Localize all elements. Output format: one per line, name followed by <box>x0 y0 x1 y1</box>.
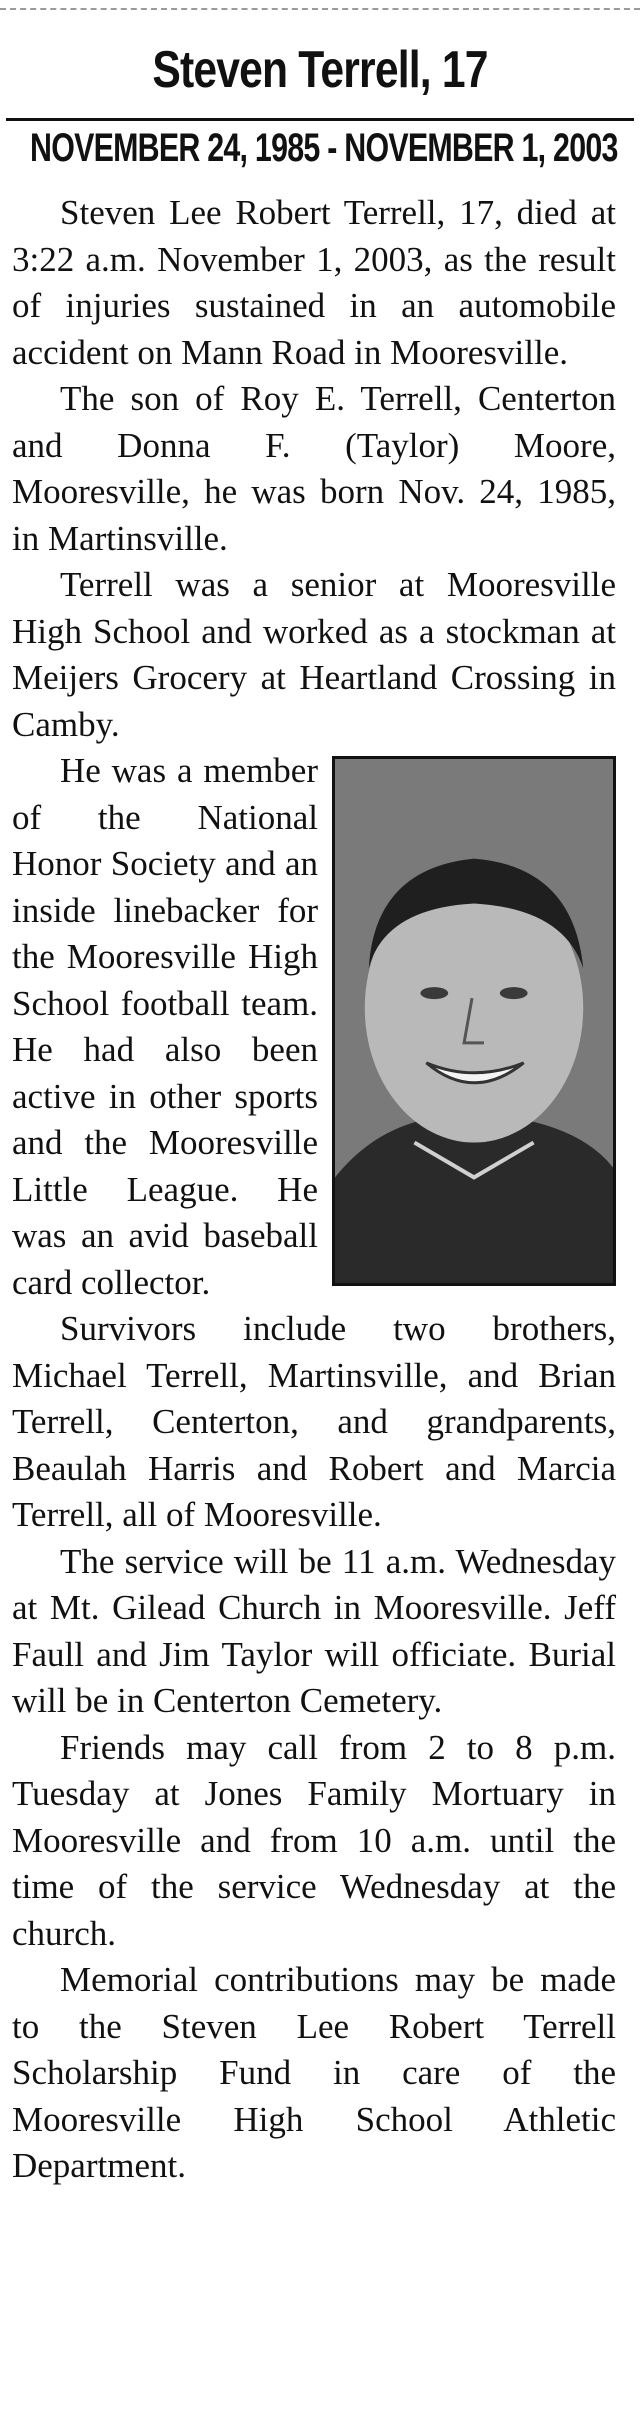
paragraph-visitation: Friends may call from 2 to 8 p.m. Tuesday at Jones Family Mortuary in Mooresville and from 10 a.m. until the time of the service Wednesday at the church. <box>12 1727 616 1953</box>
top-dashed-rule <box>0 8 640 10</box>
paragraph-survivors: Survivors include two brothers, Michael Terrell, Martinsville, and Brian Terrell, Centerton, and grandparents, Beaulah Harris and Robert and Marcia Terrell, all of Mooresville. <box>12 1309 616 1534</box>
paragraph-activities: He was a member of the National Honor Society and an inside linebacker for the Mooresville High School football team. He had also been active in other sports and the Mooresville Little League. He was an avid baseball card collector. <box>12 751 318 1302</box>
obituary-body <box>12 190 616 2190</box>
headline-rule <box>6 118 634 121</box>
paragraph-death: Steven Lee Robert Terrell, 17, died at 3:22 a.m. November 1, 2003, as the result of injuries sustained in an automobile accident on Mann Road in Mooresville. <box>12 193 616 372</box>
paragraph-memorial: Memorial contributions may be made to the Steven Lee Robert Terrell Scholarship Fund in care of the Mooresville High School Athletic Department. <box>12 1960 616 2185</box>
paragraph-service: The service will be 11 a.m. Wednesday at Mt. Gilead Church in Mooresville. Jeff Faull and Jim Taylor will officiate. Burial will be in Centerton Cemetery. <box>12 1541 616 1720</box>
obituary-headline: Steven Terrell, 17 <box>152 41 488 99</box>
paragraph-school-work: Terrell was a senior at Mooresville High School and worked as a stockman at Meijers Grocery at Heartland Crossing in Camby. <box>12 565 616 744</box>
paragraph-parents: The son of Roy E. Terrell, Centerton and Donna F. (Taylor) Moore, Mooresville, he was born Nov. 24, 1985, in Martinsville. <box>12 379 616 558</box>
life-dates: NOVEMBER 24, 1985 - NOVEMBER 1, 2003 <box>30 126 618 170</box>
portrait-photo <box>332 756 616 1286</box>
portrait-image <box>335 759 613 1283</box>
